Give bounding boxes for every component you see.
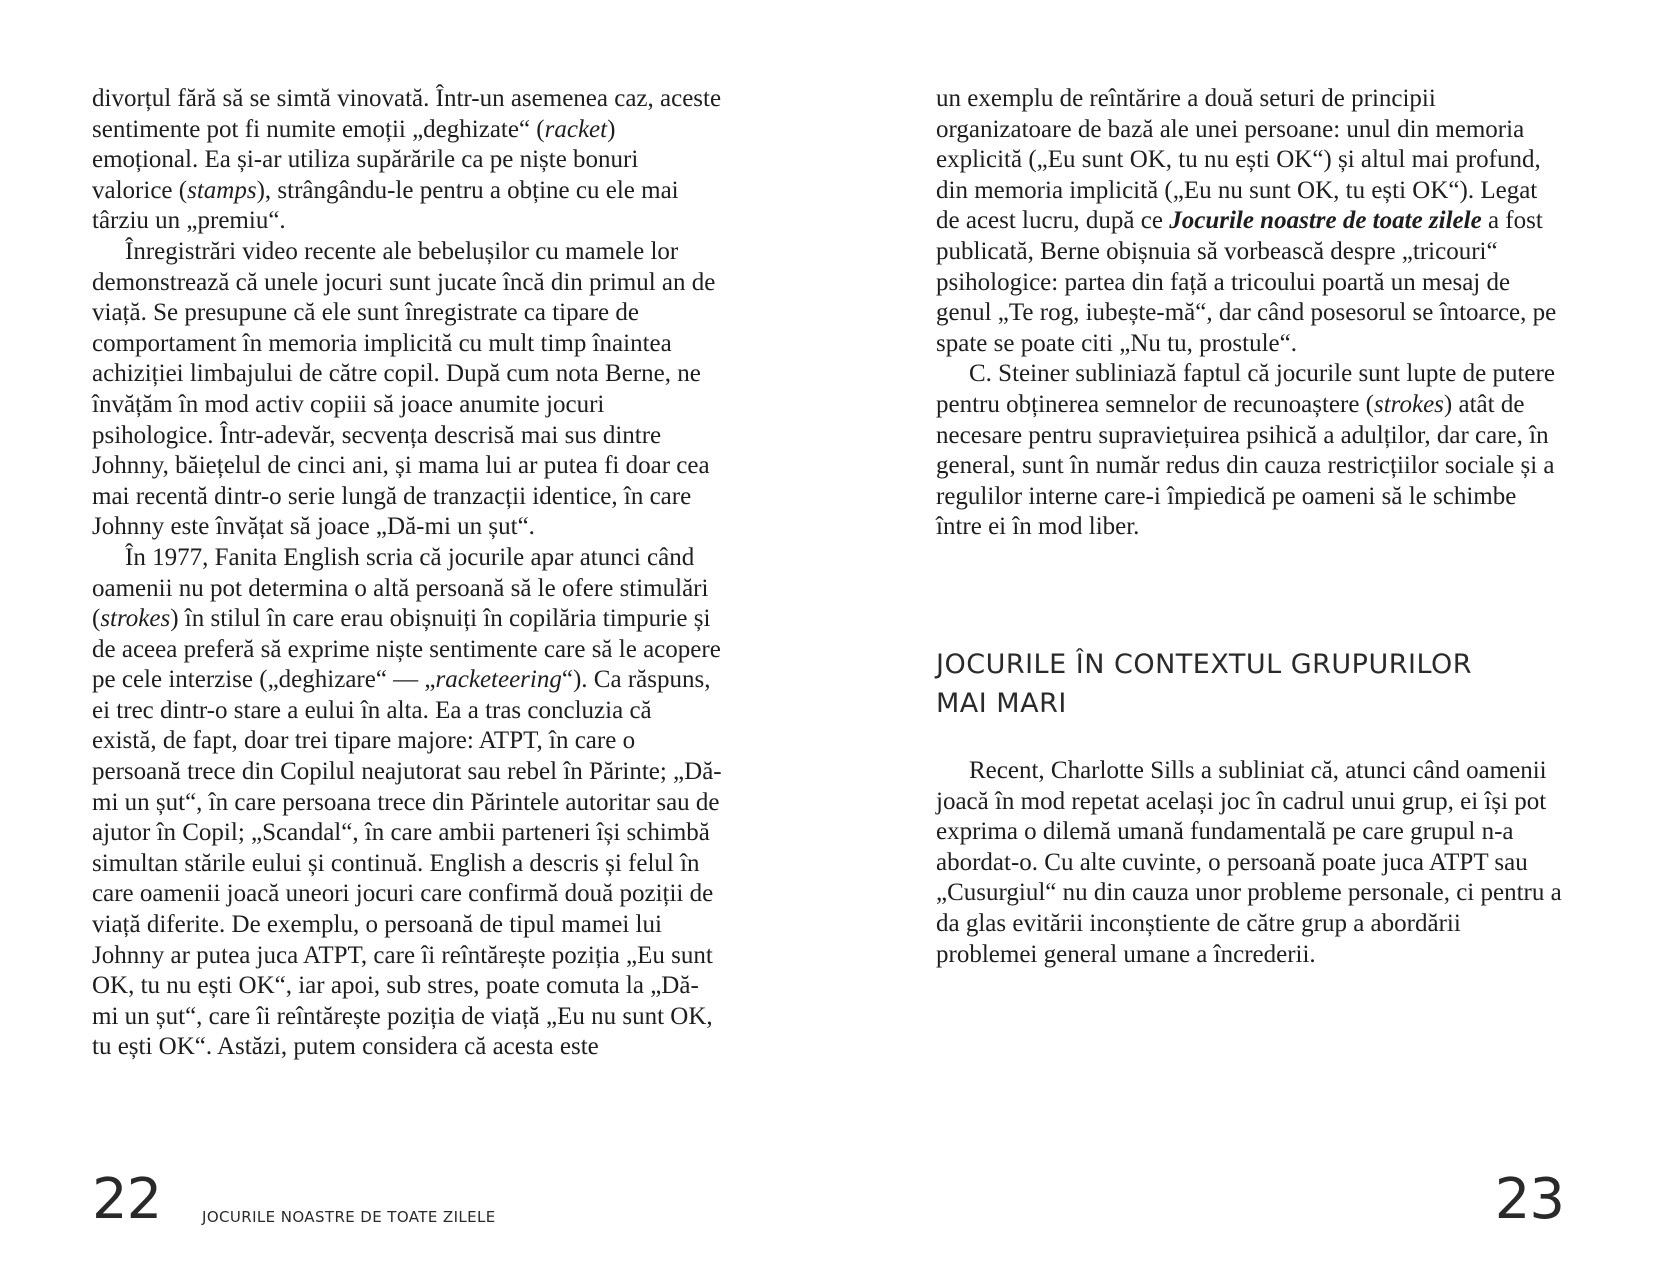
paragraph: divorțul fără să se simtă vinovată. Într-un asemenea caz, aceste sentimente pot fi numite emoții „deghizate“ (racket) emoțional. Ea și-ar utiliza supărările ca pe niște bonuri valorice (stamps), strângându-le pentru a obține cu ele mai târziu un „premiu“.	[92, 85, 722, 235]
section-heading-line: JOCURILE ÎN CONTEXTUL GRUPURILOR	[936, 649, 1473, 680]
left-page	[0, 0, 830, 1268]
section-heading	[936, 645, 1496, 723]
term-racket: racket	[544, 115, 608, 143]
section-heading-line: MAI MARI	[936, 688, 1067, 719]
page-number: 23	[1494, 1167, 1564, 1232]
term-strokes: strokes	[1374, 390, 1444, 418]
right-section-text	[936, 756, 1564, 970]
term-racketeering: racketeering	[435, 666, 562, 694]
paragraph: În 1977, Fanita English scria că jocurile apar atunci când oamenii nu pot determina o altă persoană să le ofere stimulări (strokes) în stilul în care erau obișnuiți în copilăria timpurie și de aceea preferă să exprime niște sentimente care să le acopere pe cele interzise („deghizare“ — „racketeering“). Ca răspuns, ei trec dintr-o stare a eului în alta. Ea a tras concluzia că există, de fapt, doar trei tipare majore: ATPT, în care o persoană trece din Copilul neajutorat sau rebel în Părinte; „Dă-mi un șut“, în care persoana trece din Părintele autoritar sau de ajutor în Copil; „Scandal“, în care ambii parteneri își schimbă simultan stările eului și continuă. English a descris și felul în care oamenii joacă uneori jocuri care confirmă două poziții de viață diferite. De exemplu, o persoană de tipul mamei lui Johnny ar putea juca ATPT, care îi reîntărește poziția „Eu sunt OK, tu nu ești OK“, iar apoi, sub stres, poate comuta la „Dă-mi un șut“, care îi reîntărește poziția de viață „Eu nu sunt OK, tu ești OK“. Astăzi, putem considera că acesta este	[92, 543, 722, 1061]
paragraph: C. Steiner subliniază faptul că jocurile sunt lupte de putere pentru obținerea semnelor de recunoaștere (strokes) atât de necesare pentru supraviețuirea psihică a adulților, dar care, în general, sunt în număr redus din cauza restricțiilor sociale și a regulilor interne care-i împiedică pe oameni să le schimbe între ei în mod liber.	[936, 360, 1555, 541]
term-stamps: stamps	[187, 176, 257, 204]
page-number: 22	[92, 1167, 162, 1232]
right-text-column	[936, 84, 1564, 543]
term-strokes: strokes	[100, 605, 171, 633]
paragraph: Recent, Charlotte Sills a subliniat că, atunci când oamenii joacă în mod repetat același joc în cadrul unui grup, ei își pot exprima o dilemă umană fundamentală pe care grupul n-a abordat-o. Cu alte cuvinte, o persoană poate juca ATPT sau „Cusurgiul“ nu din cauza unor probleme personale, ci pentru a da glas evitării inconștiente de către grup a abordării problemei general umane a încrederii.	[936, 757, 1562, 968]
running-head: JOCURILE NOASTRE DE TOATE ZILELE	[202, 1208, 496, 1226]
left-text-column	[92, 84, 722, 1063]
book-title: Jocurile noastre de toate zilele	[1169, 207, 1482, 235]
paragraph: Înregistrări video recente ale bebelușilor cu mamele lor demonstrează că unele jocuri sunt jucate încă din primul an de viață. Se presupune că ele sunt înregistrate ca tipare de comportament în memoria implicită cu mult timp înaintea achiziției limbajului de către copil. După cum nota Berne, ne învățăm în mod activ copiii să joace anumite jocuri psihologice. Într-adevăr, secvența descrisă mai sus dintre Johnny, băiețelul de cinci ani, și mama lui ar putea fi doar cea mai recentă dintr-o serie lungă de tranzacții identice, în care Johnny este învățat să joace „Dă-mi un șut“.	[92, 237, 716, 541]
right-page	[830, 0, 1661, 1268]
paragraph: un exemplu de reîntărire a două seturi de principii organizatoare de bază ale unei persoane: unul din memoria explicită („Eu sunt OK, tu nu ești OK“) și altul mai profund, din memoria implicită („Eu nu sunt OK, tu ești OK“). Legat de acest lucru, după ce Jocurile noastre de toate zilele a fost publicată, Berne obișnuia să vorbească despre „tricouri“ psihologice: partea din față a tricoului poartă un mesaj de genul „Te rog, iubește-mă“, dar când posesorul se întoarce, pe spate se poate citi „Nu tu, prostule“.	[936, 85, 1557, 357]
